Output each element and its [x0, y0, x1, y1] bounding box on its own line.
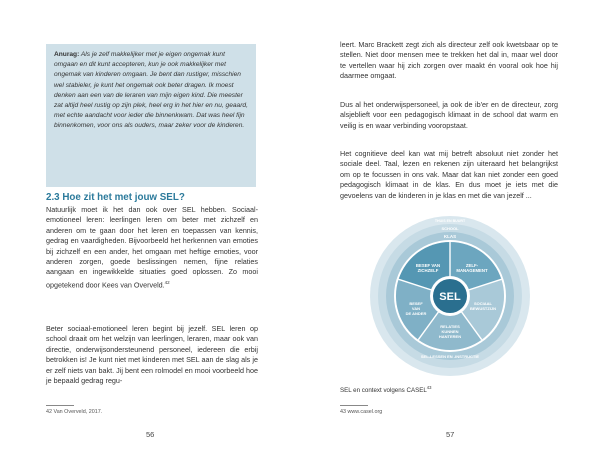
- label-klas: KLAS: [443, 234, 457, 239]
- footnote-rule: [46, 405, 74, 406]
- page-number-right: 57: [446, 430, 455, 439]
- footnote-ref-42: 42: [164, 279, 170, 285]
- label-sel-lessen: SEL-LESSEN EN -INSTRUCTIE: [420, 354, 480, 359]
- right-page: [300, 0, 600, 467]
- paragraph-1-text: Natuurlijk moet ik het dan ook over SEL hebben. Sociaal-emotioneel leren: leerlingen leren om beter met zichzelf en anderen om te gaan door het leren en toepassen van kennis, gedrag en vaardigheden. Bijvoorbeeld het herkennen van emoties bij zichzelf en een ander, het omgaan met heftige emoties, voor anderen zorgen, goede beslissingen nemen, fijne relaties aangaan en ingewikkelde situaties goed oplossen. Zo mooi opgetekend door Kees van Overveld.: [46, 205, 258, 290]
- right-paragraph-3: Het cognitieve deel kan wat mij betreft absoluut niet zonder het sociale deel. Taal, lezen en rekenen zijn uiteraard het belangrijkst om op te focussen in ons vak. Maar dat kan niet zonder een goed pedagogisch klimaat in de klas. En dus moet je iets met die gevoelens van de kinderen in je klas en met die van jezelf ...: [340, 149, 558, 200]
- label-sociaal-bewustzijn: SOCIAAL BEWUSTZIJN: [470, 301, 496, 311]
- label-besef-ander: BESEF VAN DE ANDER: [405, 301, 427, 316]
- footnote-42: 42 Van Overveld, 2017.: [46, 409, 103, 415]
- label-thuis-buurt: THUIS EN BUURT: [434, 219, 466, 223]
- label-zelfmanagement: ZELF-MANAGEMENT: [456, 263, 488, 273]
- footnote-ref-43: 43: [426, 385, 432, 390]
- label-school: SCHOOL: [441, 226, 459, 231]
- diagram-caption: [340, 385, 431, 394]
- center-label: SEL: [439, 291, 461, 303]
- footnote-43: 43 www.casel.org: [340, 409, 383, 415]
- label-besef-zichzelf: BESEF VAN ZICHZELF: [415, 263, 441, 273]
- label-relaties: RELATIES KUNNEN HANTEREN: [438, 324, 462, 339]
- footnote-rule-right: [340, 405, 368, 406]
- section-heading: 2.3 Hoe zit het met jouw SEL?: [46, 192, 185, 203]
- paragraph-2: Beter sociaal-emotioneel leren begint bij jezelf. SEL leren op school draait om het welzijn van leerlingen, leraren, maar ook van directie, onderwijsondersteunend personeel, iedereen die erbij betrokken is! Je kunt niet met kinderen met SEL aan de slag als je er zelf niets van bakt. Jij bent een rolmodel en mooi voorbeeld hoe je bepaald gedrag regu-: [46, 324, 258, 386]
- page-number-left: 56: [146, 430, 155, 439]
- caption-text: SEL en context volgens CASEL: [340, 387, 427, 395]
- quote-text: Als je zelf makkelijker met je eigen ongemak kunt omgaan en dit kunt accepteren, kun je ook makkelijker met ongemak van kinderen omgaan. Je bent dan rustiger, misschien wel stabieler, je kunt het ongemak ook beter dragen. Ik moest denken aan een van de leraren van mijn eigen kind. Die meester zat altijd heel rustig op zijn plek, heel erg in het hier en nu, geaard, met echte aandacht voor ieder die binnenkwam. Dat was heel fijn binnenkomen, voor ons als ouders, maar zeker voor de kinderen.: [54, 51, 248, 130]
- sel-casel-diagram: [368, 212, 532, 380]
- right-paragraph-1: leert. Marc Brackett zegt zich als directeur zelf ook kwetsbaar op te stellen. Niet door mensen mee te trekken het dal in, maar wel door te vertellen waar hij zich zorgen over maakt én vooral ook hoe hij daarmee omgaat.: [340, 40, 558, 81]
- quote-speaker: Anurag:: [54, 51, 80, 58]
- quote-box: [46, 44, 256, 187]
- right-paragraph-2: Dus al het onderwijspersoneel, ja ook de ib'er en de directeur, zorg alsjeblieft voor een pedagogisch klimaat in de school dat warm en veilig is en waar verbinding vooropstaat.: [340, 100, 558, 130]
- paragraph-1: [46, 205, 258, 291]
